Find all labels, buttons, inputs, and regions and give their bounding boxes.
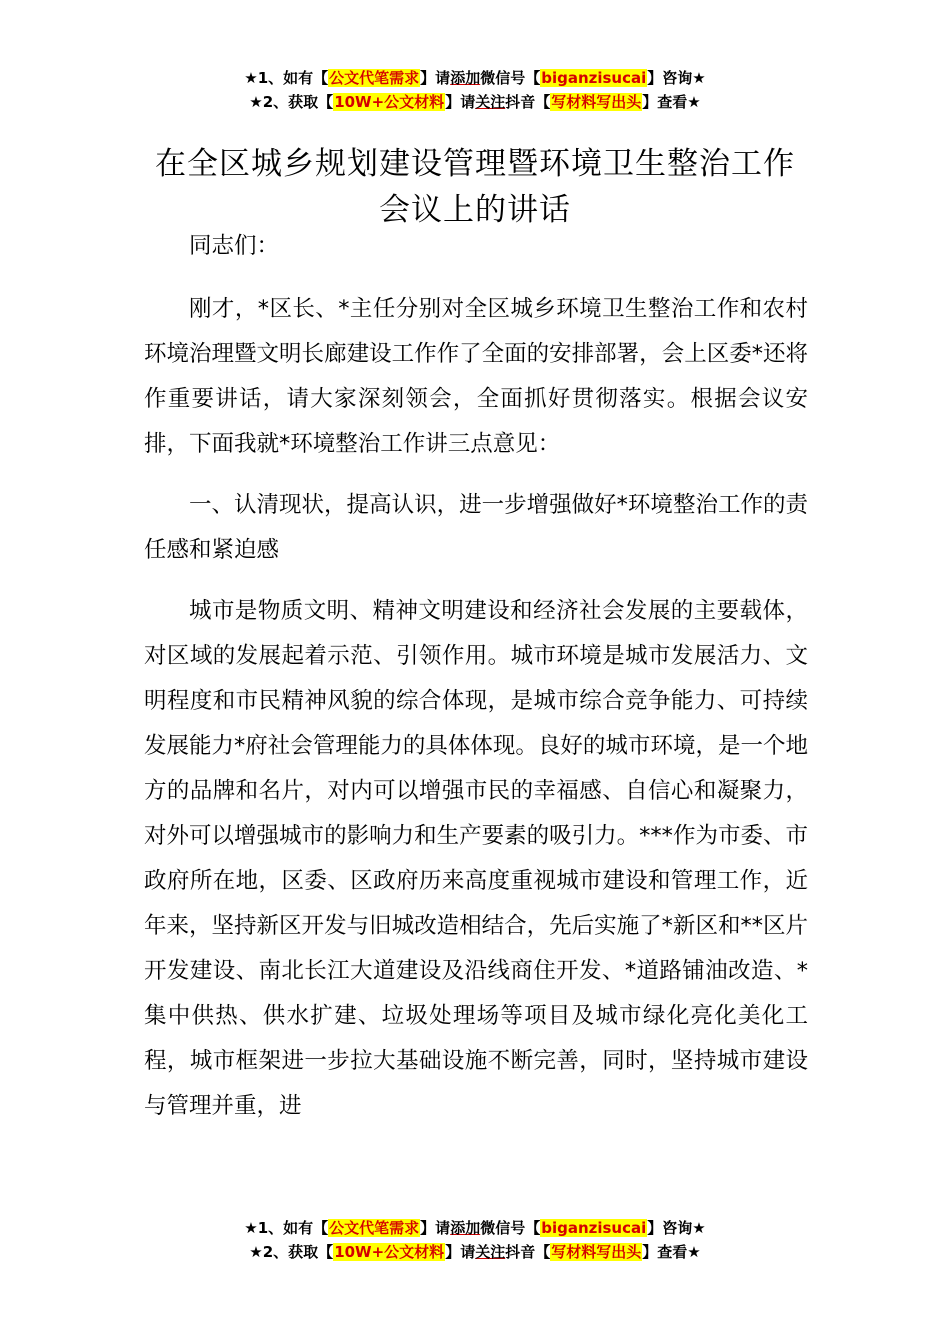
banner-line-2	[0, 1240, 950, 1264]
paragraph: 刚才，*区长、*主任分别对全区城乡环境卫生整治工作和农村环境治理暨文明长廊建设工作作了全面的安排部署，会上区委*还将作重要讲话，请大家深刻领会，全面抓好贯彻落实。根据会议安排，下面我就*环境整治工作讲三点意见：	[144, 296, 808, 457]
banner-text: 微信号【	[480, 69, 541, 87]
banner-text: 】请	[420, 69, 451, 87]
banner-underlined: 关注	[475, 93, 506, 111]
banner-highlight: 写材料写出头	[551, 1243, 642, 1261]
banner-text: 】请	[420, 1219, 451, 1237]
banner-underlined: 添加	[450, 1219, 481, 1237]
paragraph: 城市是物质文明、精神文明建设和经济社会发展的主要载体，对区域的发展起着示范、引领作用。城市环境是城市发展活力、文明程度和市民精神风貌的综合体现，是城市综合竞争能力、可持续发展能力*府社会管理能力的具体体现。良好的城市环境，是一个地方的品牌和名片，对内可以增强市民的幸福感、自信心和凝聚力，对外可以增强城市的影响力和生产要素的吸引力。***作为市委、市政府所在地，区委、区政府历来高度重视城市建设和管理工作，近年来，坚持新区开发与旧城改造相结合，先后实施了*新区和**区片开发建设、南北长江大道建设及沿线商住开发、*道路铺油改造、*集中供热、供水扩建、垃圾处理场等项目及城市绿化亮化美化工程，城市框架进一步拉大基础设施不断完善，同时，坚持城市建设与管理并重，进	[144, 598, 808, 1119]
banner-text: 】咨询★	[647, 1219, 706, 1237]
banner-highlight: 10W+公文材料	[334, 93, 445, 111]
banner-highlight: biganzisucai	[541, 1219, 647, 1237]
banner-text: ★1、如有【	[244, 1219, 329, 1237]
footer-banner	[0, 1216, 950, 1264]
banner-highlight: biganzisucai	[541, 69, 647, 87]
banner-text: 】咨询★	[647, 69, 706, 87]
banner-highlight: 10W+公文材料	[334, 1243, 445, 1261]
banner-text: ★2、获取【	[249, 93, 334, 111]
banner-text: ★1、如有【	[244, 69, 329, 87]
banner-line-1	[0, 66, 950, 90]
banner-text: 微信号【	[480, 1219, 541, 1237]
banner-highlight: 写材料写出头	[551, 93, 642, 111]
banner-highlight: 公文代笔需求	[329, 1219, 420, 1237]
section-heading: 一、认清现状，提高认识，进一步增强做好*环境整治工作的责任感和紧迫感	[144, 492, 808, 563]
banner-line-1	[0, 1216, 950, 1240]
banner-text: 】请	[445, 93, 476, 111]
banner-text: 】查看★	[642, 93, 701, 111]
banner-underlined: 添加	[450, 69, 481, 87]
banner-text: 】请	[445, 1243, 476, 1261]
banner-highlight: 公文代笔需求	[329, 69, 420, 87]
document-title: 在全区城乡规划建设管理暨环境卫生整治工作会议上的讲话	[155, 145, 795, 228]
document-body	[144, 224, 808, 1145]
banner-text: ★2、获取【	[249, 1243, 334, 1261]
banner-text: 抖音【	[505, 1243, 551, 1261]
banner-underlined: 关注	[475, 1243, 506, 1261]
banner-text: 抖音【	[505, 93, 551, 111]
greeting: 同志们：	[189, 233, 280, 259]
banner-text: 】查看★	[642, 1243, 701, 1261]
header-banner	[0, 66, 950, 114]
banner-line-2	[0, 90, 950, 114]
